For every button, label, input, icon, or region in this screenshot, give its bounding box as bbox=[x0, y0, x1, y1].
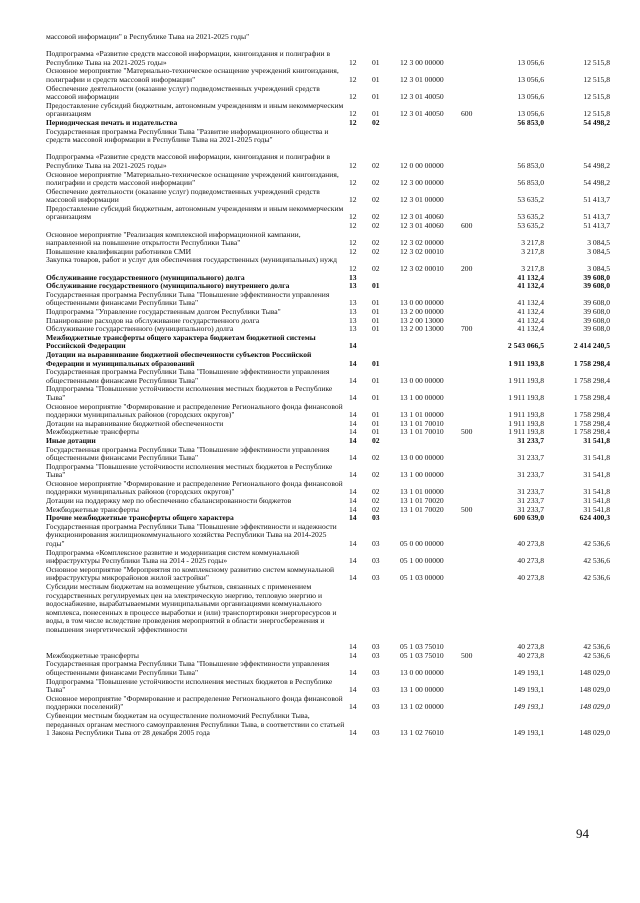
subsection-code: 02 bbox=[372, 496, 380, 506]
target-article-code: 12 3 01 40050 bbox=[400, 92, 444, 102]
subsection-code: 01 bbox=[372, 324, 380, 334]
section-code: 14 bbox=[349, 392, 357, 402]
sum-year-1: 53 635,2 bbox=[517, 195, 544, 205]
sum-year-1: 1 911 193,8 bbox=[508, 375, 544, 385]
target-article-code: 13 1 01 70010 bbox=[400, 418, 444, 428]
sum-year-2: 42 536,6 bbox=[583, 642, 610, 652]
target-article-code: 13 1 00 00000 bbox=[400, 685, 444, 695]
row-name: Планирование расходов на обслуживание государственного долга bbox=[46, 315, 260, 325]
subsection-code: 02 bbox=[372, 238, 380, 248]
subsection-code: 01 bbox=[372, 109, 380, 119]
row-name: Подпрограмма "Повышение устойчивости исполнения местных бюджетов в Республике Тыва" bbox=[46, 384, 333, 402]
section-code: 12 bbox=[349, 92, 357, 102]
sum-year-1: 3 217,8 bbox=[521, 264, 544, 274]
section-code: 12 bbox=[349, 74, 357, 84]
target-article-code: 05 0 00 00000 bbox=[400, 539, 444, 549]
sum-year-2: 39 608,0 bbox=[583, 307, 610, 317]
sum-year-2: 42 536,6 bbox=[583, 573, 610, 583]
sum-year-2: 42 536,6 bbox=[583, 556, 610, 566]
table-row bbox=[0, 334, 640, 351]
subsection-code: 03 bbox=[372, 573, 380, 583]
section-code: 13 bbox=[349, 315, 357, 325]
sum-year-2: 12 515,8 bbox=[583, 74, 610, 84]
subsection-code: 02 bbox=[372, 504, 380, 514]
table-row bbox=[0, 256, 640, 273]
target-article-code: 12 3 01 00000 bbox=[400, 74, 444, 84]
section-code: 14 bbox=[349, 410, 357, 420]
sum-year-1: 31 233,7 bbox=[517, 496, 544, 506]
row-name: Межбюджетные трансферты bbox=[46, 650, 139, 660]
sum-year-2: 1 758 298,4 bbox=[573, 358, 610, 368]
target-article-code: 13 1 01 70020 bbox=[400, 496, 444, 506]
subsection-code: 02 bbox=[372, 221, 380, 231]
target-article-code: 13 1 00 00000 bbox=[400, 470, 444, 480]
sum-year-1: 41 132,4 bbox=[517, 298, 544, 308]
section-code: 14 bbox=[349, 650, 357, 660]
target-article-code: 12 0 00 00000 bbox=[400, 160, 444, 170]
sum-year-1: 40 273,8 bbox=[517, 573, 544, 583]
section-code: 13 bbox=[349, 298, 357, 308]
table-row bbox=[0, 549, 640, 566]
sum-year-2: 12 515,8 bbox=[583, 109, 610, 119]
subsection-code: 02 bbox=[372, 435, 380, 445]
expense-type-code: 700 bbox=[461, 324, 473, 334]
section-code: 13 bbox=[349, 307, 357, 317]
section-code: 13 bbox=[349, 272, 357, 282]
subsection-code: 01 bbox=[372, 57, 380, 67]
sum-year-2: 39 608,0 bbox=[583, 298, 610, 308]
row-name: Обслуживание государственного (муниципального) долга bbox=[46, 324, 234, 334]
sum-year-1: 41 132,4 bbox=[517, 307, 544, 317]
row-name: Обеспечение деятельности (оказание услуг) подведомственных учреждений средств массовой информации bbox=[46, 186, 320, 205]
target-article-code: 05 1 03 75010 bbox=[400, 642, 444, 652]
table-row bbox=[0, 712, 640, 738]
sum-year-2: 148 029,0 bbox=[579, 702, 610, 712]
section-code: 12 bbox=[349, 221, 357, 231]
row-name: Основное мероприятие "Формирование и распределение Регионального фонда финансовой поддержки поселений)" bbox=[46, 693, 343, 712]
sum-year-2: 51 413,7 bbox=[583, 221, 610, 231]
target-article-code: 12 3 02 00010 bbox=[400, 246, 444, 256]
table-row bbox=[0, 403, 640, 420]
row-name: Повышение квалификации работников СМИ bbox=[46, 246, 192, 256]
subsection-code: 02 bbox=[372, 117, 380, 127]
target-article-code: 13 1 01 00000 bbox=[400, 410, 444, 420]
subsection-code: 02 bbox=[372, 264, 380, 274]
row-name: Обслуживание государственного (муниципального) долга bbox=[46, 272, 245, 282]
sum-year-1: 31 233,7 bbox=[517, 487, 544, 497]
target-article-code: 05 1 03 75010 bbox=[400, 650, 444, 660]
target-article-code: 12 3 01 40060 bbox=[400, 212, 444, 222]
subsection-code: 03 bbox=[372, 513, 380, 523]
target-article-code: 12 3 00 00000 bbox=[400, 178, 444, 188]
sum-year-2: 12 515,8 bbox=[583, 57, 610, 67]
sum-year-2: 54 498,2 bbox=[583, 160, 610, 170]
section-code: 14 bbox=[349, 470, 357, 480]
sum-year-1: 13 056,6 bbox=[517, 92, 544, 102]
target-article-code: 05 1 03 00000 bbox=[400, 573, 444, 583]
target-article-code: 13 1 01 70010 bbox=[400, 427, 444, 437]
section-code: 12 bbox=[349, 246, 357, 256]
row-name: Дотации на выравнивание бюджетной обеспеченности bbox=[46, 418, 224, 428]
sum-year-2: 39 608,0 bbox=[583, 281, 610, 291]
target-article-code: 13 0 00 00000 bbox=[400, 298, 444, 308]
section-code: 14 bbox=[349, 685, 357, 695]
subsection-code: 03 bbox=[372, 702, 380, 712]
row-name: Государственная программа Республики Тыва "Повышение эффективности и надежности функционирования жилищнокоммунального хозяйства Республики Тыва на 2014-2025 годы" bbox=[46, 521, 337, 549]
sum-year-1: 56 853,0 bbox=[517, 117, 544, 127]
section-code: 12 bbox=[349, 57, 357, 67]
sum-year-1: 31 233,7 bbox=[517, 470, 544, 480]
table-row bbox=[0, 231, 640, 248]
sum-year-2: 3 084,5 bbox=[587, 264, 610, 274]
sum-year-1: 13 056,6 bbox=[517, 109, 544, 119]
section-code: 14 bbox=[349, 341, 357, 351]
row-name: Предоставление субсидий бюджетным, автономным учреждениям и иным некоммерческим организациям bbox=[46, 100, 344, 119]
target-article-code: 13 0 00 00000 bbox=[400, 453, 444, 463]
subsection-code: 03 bbox=[372, 685, 380, 695]
section-code: 14 bbox=[349, 728, 357, 738]
row-name: Прочие межбюджетные трансферты общего характера bbox=[46, 513, 234, 523]
row-name: Государственная программа Республики Тыва "Повышение эффективности управления общественными финансами Республики Тыва" bbox=[46, 659, 330, 678]
sum-year-2: 1 758 298,4 bbox=[573, 427, 610, 437]
sum-year-1: 149 193,1 bbox=[513, 702, 544, 712]
section-code: 14 bbox=[349, 556, 357, 566]
subsection-code: 01 bbox=[372, 392, 380, 402]
sum-year-2: 31 541,8 bbox=[583, 504, 610, 514]
sum-year-2: 2 414 240,5 bbox=[573, 341, 610, 351]
row-name: Подпрограмма «Комплексное развитие и модернизация систем коммунальной инфраструктуры Республики Тыва на 2014 - 2025 годы» bbox=[46, 547, 300, 566]
section-code: 13 bbox=[349, 324, 357, 334]
section-code: 14 bbox=[349, 504, 357, 514]
sum-year-2: 31 541,8 bbox=[583, 453, 610, 463]
section-code: 14 bbox=[349, 513, 357, 523]
sum-year-1: 40 273,8 bbox=[517, 556, 544, 566]
sum-year-2: 54 498,2 bbox=[583, 178, 610, 188]
sum-year-1: 41 132,4 bbox=[517, 281, 544, 291]
row-name: Межбюджетные трансферты общего характера бюджетам бюджетной системы Российской Федерации bbox=[46, 332, 316, 351]
sum-year-1: 3 217,8 bbox=[521, 238, 544, 248]
sum-year-1: 2 543 066,5 bbox=[507, 341, 544, 351]
expense-type-code: 200 bbox=[461, 264, 473, 274]
subsection-code: 01 bbox=[372, 418, 380, 428]
row-name: Иные дотации bbox=[46, 435, 96, 445]
row-name: Основное мероприятие "Мероприятия по комплексному развитию систем коммунальной инфраструктуры микрорайонов жилой застройки" bbox=[46, 564, 335, 583]
sum-year-1: 56 853,0 bbox=[517, 178, 544, 188]
subsection-code: 03 bbox=[372, 556, 380, 566]
section-code: 12 bbox=[349, 117, 357, 127]
expense-type-code: 600 bbox=[461, 221, 473, 231]
subsection-code: 02 bbox=[372, 212, 380, 222]
table-row bbox=[0, 480, 640, 497]
section-code: 12 bbox=[349, 195, 357, 205]
table-row bbox=[0, 85, 640, 102]
section-code: 14 bbox=[349, 427, 357, 437]
target-article-code: 13 1 02 00000 bbox=[400, 702, 444, 712]
sum-year-2: 54 498,2 bbox=[583, 117, 610, 127]
sum-year-1: 600 639,0 bbox=[513, 513, 544, 523]
table-row bbox=[0, 385, 640, 402]
sum-year-2: 42 536,6 bbox=[583, 650, 610, 660]
subsection-code: 02 bbox=[372, 453, 380, 463]
section-code: 14 bbox=[349, 642, 357, 652]
table-row bbox=[0, 678, 640, 695]
sum-year-2: 39 608,0 bbox=[583, 315, 610, 325]
target-article-code: 13 1 01 00000 bbox=[400, 487, 444, 497]
section-code: 13 bbox=[349, 281, 357, 291]
table-row bbox=[0, 566, 640, 583]
subsection-code: 02 bbox=[372, 246, 380, 256]
sum-year-1: 1 911 193,8 bbox=[508, 410, 544, 420]
section-code: 14 bbox=[349, 435, 357, 445]
subsection-code: 01 bbox=[372, 307, 380, 317]
table-row bbox=[0, 368, 640, 385]
target-article-code: 05 1 00 00000 bbox=[400, 556, 444, 566]
section-code: 12 bbox=[349, 178, 357, 188]
sum-year-2: 624 400,3 bbox=[579, 513, 610, 523]
sum-year-1: 13 056,6 bbox=[517, 74, 544, 84]
subsection-code: 01 bbox=[372, 375, 380, 385]
sum-year-1: 41 132,4 bbox=[517, 315, 544, 325]
table-row bbox=[0, 351, 640, 368]
subsection-code: 02 bbox=[372, 178, 380, 188]
row-name: Подпрограмма «Развитие средств массовой информации, книгоиздания и полиграфии в Республике Тыва на 2021-2025 годы» bbox=[46, 152, 331, 170]
target-article-code: 13 1 00 00000 bbox=[400, 392, 444, 402]
row-name: Подпрограмма "Повышение устойчивости исполнения местных бюджетов в Республике Тыва" bbox=[46, 461, 333, 480]
sum-year-1: 40 273,8 bbox=[517, 539, 544, 549]
section-code: 14 bbox=[349, 453, 357, 463]
table-row bbox=[0, 50, 640, 67]
budget-table bbox=[0, 33, 640, 738]
sum-year-2: 42 536,6 bbox=[583, 539, 610, 549]
row-name: Государственная программа Республики Тыва "Развитие информационного общества и средств массовой информации в Республике Тыва на 2021-2025 годы" bbox=[46, 126, 329, 145]
table-row bbox=[0, 428, 640, 437]
subsection-code: 03 bbox=[372, 642, 380, 652]
target-article-code: 12 3 01 40050 bbox=[400, 109, 444, 119]
target-article-code: 13 1 01 70020 bbox=[400, 504, 444, 514]
target-article-code: 12 3 01 40060 bbox=[400, 221, 444, 231]
row-name: Подпрограмма "Повышение устойчивости исполнения местных бюджетов в Республике Тыва" bbox=[46, 676, 333, 695]
subsection-code: 02 bbox=[372, 470, 380, 480]
target-article-code: 13 1 02 76010 bbox=[400, 728, 444, 738]
subsection-code: 01 bbox=[372, 74, 380, 84]
table-row bbox=[0, 463, 640, 480]
target-article-code: 12 3 00 00000 bbox=[400, 57, 444, 67]
table-row bbox=[0, 446, 640, 463]
sum-year-1: 40 273,8 bbox=[517, 642, 544, 652]
table-row bbox=[0, 205, 640, 222]
section-code: 12 bbox=[349, 212, 357, 222]
target-article-code: 12 3 02 00000 bbox=[400, 238, 444, 248]
target-article-code: 13 0 00 00000 bbox=[400, 668, 444, 678]
sum-year-2: 148 029,0 bbox=[579, 668, 610, 678]
sum-year-2: 3 084,5 bbox=[587, 246, 610, 256]
sum-year-2: 31 541,8 bbox=[583, 435, 610, 445]
section-code: 14 bbox=[349, 496, 357, 506]
sum-year-1: 149 193,1 bbox=[513, 668, 544, 678]
row-name: Периодическая печать и издательства bbox=[46, 117, 178, 127]
expense-type-code: 500 bbox=[461, 504, 473, 514]
sum-year-1: 40 273,8 bbox=[517, 650, 544, 660]
row-name: Подпрограмма "Управление государственным долгом Республики Тыва" bbox=[46, 307, 281, 317]
table-row bbox=[0, 523, 640, 549]
subsection-code: 01 bbox=[372, 92, 380, 102]
sum-year-2: 39 608,0 bbox=[583, 324, 610, 334]
target-article-code: 12 3 02 00010 bbox=[400, 264, 444, 274]
sum-year-2: 1 758 298,4 bbox=[573, 410, 610, 420]
section-code: 14 bbox=[349, 668, 357, 678]
subsection-code: 01 bbox=[372, 427, 380, 437]
sum-year-1: 31 233,7 bbox=[517, 504, 544, 514]
sum-year-2: 1 758 298,4 bbox=[573, 375, 610, 385]
sum-year-1: 3 217,8 bbox=[521, 246, 544, 256]
row-name: Основное мероприятие "Материально-техническое оснащение учреждений книгоиздания, полиграфии и средств массовой информации" bbox=[46, 66, 339, 84]
sum-year-2: 31 541,8 bbox=[583, 470, 610, 480]
sum-year-1: 1 911 193,8 bbox=[508, 358, 544, 368]
table-row bbox=[0, 188, 640, 205]
sum-year-1: 13 056,6 bbox=[517, 57, 544, 67]
expense-type-code: 500 bbox=[461, 650, 473, 660]
section-code: 14 bbox=[349, 375, 357, 385]
subsection-code: 01 bbox=[372, 281, 380, 291]
target-article-code: 13 2 00 13000 bbox=[400, 315, 444, 325]
subsection-code: 01 bbox=[372, 410, 380, 420]
subsection-code: 01 bbox=[372, 298, 380, 308]
row-name: Государственная программа Республики Тыва "Повышение эффективности управления общественными финансами Республики Тыва" bbox=[46, 289, 330, 308]
subsection-code: 03 bbox=[372, 650, 380, 660]
row-name: Межбюджетные трансферты bbox=[46, 427, 139, 437]
sum-year-1: 53 635,2 bbox=[517, 221, 544, 231]
row-name: Основное мероприятие "Реализация комплексной информационной кампании, направленной на повышение открытости Республики Тыва" bbox=[46, 229, 301, 248]
row-name: Дотации на выравнивание бюджетной обеспеченности субъектов Российской Федерации и муниципальных образований bbox=[46, 349, 312, 368]
section-code: 14 bbox=[349, 573, 357, 583]
section-code: 14 bbox=[349, 358, 357, 368]
sum-year-2: 51 413,7 bbox=[583, 212, 610, 222]
row-name: Закупка товаров, работ и услуг для обеспечения государственных (муниципальных) нужд bbox=[46, 255, 337, 265]
row-name: Обеспечение деятельности (оказание услуг) подведомственных учреждений средств массовой информации bbox=[46, 83, 320, 102]
subsection-code: 03 bbox=[372, 539, 380, 549]
row-name: Субсидии местным бюджетам на возмещение убытков, связанных с применением государственных регулируемых цен на электрическую энергию, тепловую энергию и водоснабжение, вырабатываемыми муниципальными организациями коммунального комплекса, понесенных в процессе выработки и (или) транспортировки энергоресурсов и воды, в том числе вследствие проведения мероприятий в области энергосбережения и повышения энергетической эффективности bbox=[46, 582, 337, 634]
row-name: Подпрограмма «Развитие средств массовой информации, книгоиздания и полиграфии в Республике Тыва на 2021-2025 годы» bbox=[46, 49, 331, 67]
row-name: Обслуживание государственного (муниципального) внутреннего долга bbox=[46, 281, 290, 291]
sum-year-1: 41 132,4 bbox=[517, 272, 544, 282]
sum-year-2: 31 541,8 bbox=[583, 487, 610, 497]
target-article-code: 13 2 00 13000 bbox=[400, 324, 444, 334]
sum-year-2: 148 029,0 bbox=[579, 685, 610, 695]
row-name: Субвенции местным бюджетам на осуществление полномочий Республики Тыва, переданных органам местного самоуправления Республики Тыва, в соответствии со статьей 1 Закона Республики Тыва от 28 декабря 2005 года bbox=[46, 710, 345, 738]
sum-year-2: 148 029,0 bbox=[579, 728, 610, 738]
sum-year-2: 1 758 298,4 bbox=[573, 418, 610, 428]
row-name: Основное мероприятие "Материально-техническое оснащение учреждений книгоиздания, полиграфии и средств массовой информации" bbox=[46, 169, 339, 188]
row-name: Государственная программа Республики Тыва "Повышение эффективности управления общественными финансами Республики Тыва" bbox=[46, 367, 330, 385]
target-article-code: 13 2 00 00000 bbox=[400, 307, 444, 317]
table-row bbox=[0, 660, 640, 677]
sum-year-2: 39 608,0 bbox=[583, 272, 610, 282]
row-name: массовой информации" в Республике Тыва на 2021-2025 годы" bbox=[46, 32, 250, 41]
row-name: Межбюджетные трансферты bbox=[46, 504, 139, 514]
row-name: Государственная программа Республики Тыва "Повышение эффективности управления общественными финансами Республики Тыва" bbox=[46, 444, 330, 463]
section-code: 14 bbox=[349, 539, 357, 549]
sum-year-1: 149 193,1 bbox=[513, 685, 544, 695]
subsection-code: 03 bbox=[372, 728, 380, 738]
sum-year-1: 53 635,2 bbox=[517, 212, 544, 222]
table-row bbox=[0, 291, 640, 308]
target-article-code: 12 3 01 00000 bbox=[400, 195, 444, 205]
sum-year-2: 12 515,8 bbox=[583, 92, 610, 102]
subsection-code: 02 bbox=[372, 195, 380, 205]
sum-year-1: 1 911 193,8 bbox=[508, 392, 544, 402]
table-row bbox=[0, 128, 640, 154]
sum-year-1: 149 193,1 bbox=[513, 728, 544, 738]
table-row bbox=[0, 102, 640, 119]
table-row bbox=[0, 695, 640, 712]
table-row bbox=[0, 153, 640, 170]
sum-year-1: 31 233,7 bbox=[517, 453, 544, 463]
expense-type-code: 600 bbox=[461, 109, 473, 119]
table-row bbox=[0, 583, 640, 652]
target-article-code: 13 0 00 00000 bbox=[400, 375, 444, 385]
expense-type-code: 500 bbox=[461, 427, 473, 437]
section-code: 14 bbox=[349, 702, 357, 712]
row-name: Предоставление субсидий бюджетным, автономным учреждениям и иным некоммерческим организациям bbox=[46, 203, 344, 222]
sum-year-1: 41 132,4 bbox=[517, 324, 544, 334]
table-row bbox=[0, 33, 640, 50]
subsection-code: 03 bbox=[372, 668, 380, 678]
sum-year-1: 1 911 193,8 bbox=[508, 427, 544, 437]
sum-year-1: 31 233,7 bbox=[517, 435, 544, 445]
subsection-code: 02 bbox=[372, 487, 380, 497]
subsection-code: 01 bbox=[372, 358, 380, 368]
sum-year-1: 1 911 193,8 bbox=[508, 418, 544, 428]
section-code: 12 bbox=[349, 160, 357, 170]
section-code: 12 bbox=[349, 109, 357, 119]
row-name: Основное мероприятие "Формирование и распределение Регионального фонда финансовой поддержки муниципальных районов (городских округов)" bbox=[46, 401, 343, 420]
section-code: 12 bbox=[349, 264, 357, 274]
sum-year-2: 51 413,7 bbox=[583, 195, 610, 205]
table-row bbox=[0, 171, 640, 188]
sum-year-2: 31 541,8 bbox=[583, 496, 610, 506]
sum-year-1: 56 853,0 bbox=[517, 160, 544, 170]
subsection-code: 01 bbox=[372, 315, 380, 325]
page-number: 94 bbox=[576, 826, 589, 841]
table-row bbox=[0, 67, 640, 84]
row-name: Основное мероприятие "Формирование и распределение Регионального фонда финансовой поддержки муниципальных районов (городских округов)" bbox=[46, 478, 343, 497]
row-name: Дотации на поддержку мер по обеспечению сбалансированности бюджетов bbox=[46, 496, 292, 506]
sum-year-2: 3 084,5 bbox=[587, 238, 610, 248]
section-code: 14 bbox=[349, 418, 357, 428]
section-code: 14 bbox=[349, 487, 357, 497]
sum-year-2: 1 758 298,4 bbox=[573, 392, 610, 402]
section-code: 12 bbox=[349, 238, 357, 248]
subsection-code: 02 bbox=[372, 160, 380, 170]
